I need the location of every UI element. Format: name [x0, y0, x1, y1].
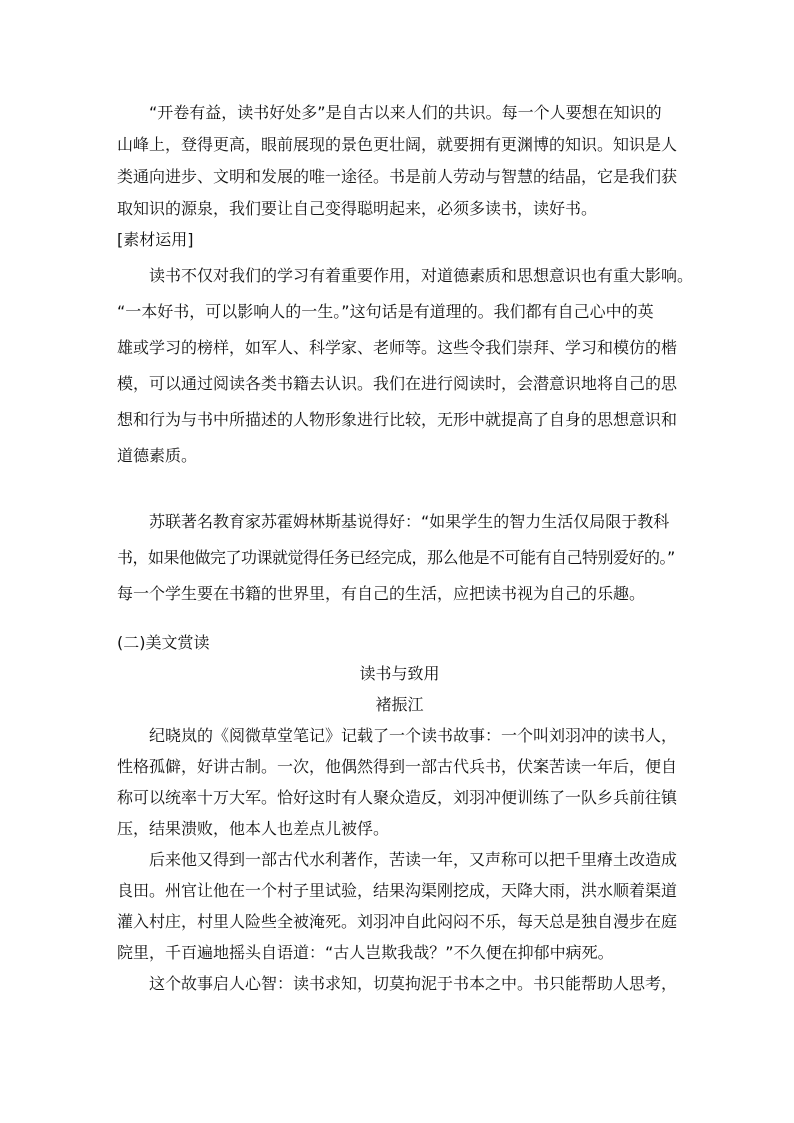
text-line: 性格孤僻，好讲古制。一次，他偶然得到一部古代兵书，伏案苦读一年后，便自 — [117, 757, 678, 776]
article-paragraph-2 — [117, 844, 682, 968]
text-line: 纪晓岚的《阅微草堂笔记》记载了一个读书故事：一个叫刘羽冲的读书人， — [149, 726, 678, 745]
article-author: 褚振江 — [375, 695, 424, 714]
material-paragraph — [117, 258, 694, 474]
text-line: “一本好书，可以影响人的一生。”这句话是有道理的。我们都有自己心中的英 — [117, 302, 654, 321]
text-line: “开卷有益，读书好处多”是自古以来人们的共识。每一个人要想在知识的 — [149, 103, 662, 122]
text-line: 模，可以通过阅读各类书籍去认识。我们在进行阅读时，会潜意识地将自己的思 — [117, 374, 678, 393]
text-line: 后来他又得到一部古代水利著作，苦读一年，又声称可以把千里瘠土改造成 — [149, 850, 678, 869]
text-line: 雄或学习的榜样，如军人、科学家、老师等。这些令我们崇拜、学习和模仿的楷 — [117, 338, 678, 357]
text-line: 想和行为与书中所描述的人物形象进行比较，无形中就提高了自身的思想意识和 — [117, 410, 678, 429]
text-line: 取知识的源泉，我们要让自己变得聪明起来，必须多读书，读好书。 — [117, 199, 598, 218]
article-paragraph-3 — [117, 968, 682, 999]
text-line: 读书不仅对我们的学习有着重要作用，对道德素质和思想意识也有重大影响。 — [149, 266, 694, 285]
text-line: 道德素质。 — [117, 446, 198, 465]
section-heading: (二)美文赏读 — [117, 633, 210, 652]
intro-paragraph — [117, 97, 682, 225]
text-line: 灌入村庄，村里人险些全被淹死。刘羽冲自此闷闷不乐，每天总是独自漫步在庭 — [117, 912, 678, 931]
text-line: 山峰上，登得更高，眼前展现的景色更壮阔，就要拥有更渊博的知识。知识是人 — [117, 135, 678, 154]
text-line: 院里，千百遍地摇头自语道：“古人岂欺我哉？”不久便在抑郁中病死。 — [117, 943, 614, 962]
text-line: 这个故事启人心智：读书求知，切莫拘泥于书本之中。书只能帮助人思考， — [149, 974, 678, 993]
article-title: 读书与致用 — [359, 664, 440, 683]
quote-paragraph — [117, 504, 682, 612]
text-line: 良田。州官让他在一个村子里试验，结果沟渠刚挖成，天降大雨，洪水顺着渠道 — [117, 881, 678, 900]
text-line: 压，结果溃败，他本人也差点儿被俘。 — [117, 819, 390, 838]
text-line: 苏联著名教育家苏霍姆林斯基说得好：“如果学生的智力生活仅局限于教科 — [149, 512, 670, 531]
text-line: 每一个学生要在书籍的世界里，有自己的生活，应把读书视为自己的乐趣。 — [117, 584, 646, 603]
article-paragraph-1 — [117, 720, 682, 844]
material-heading: [素材运用] — [117, 230, 194, 249]
text-line: 类通向进步、文明和发展的唯一途径。书是前人劳动与智慧的结晶，它是我们获 — [117, 167, 678, 186]
text-line: 书，如果他做完了功课就觉得任务已经完成，那么他是不可能有自己特别爱好的。” — [117, 548, 675, 567]
text-line: 称可以统率十万大军。恰好这时有人聚众造反，刘羽冲便训练了一队乡兵前往镇 — [117, 788, 678, 807]
